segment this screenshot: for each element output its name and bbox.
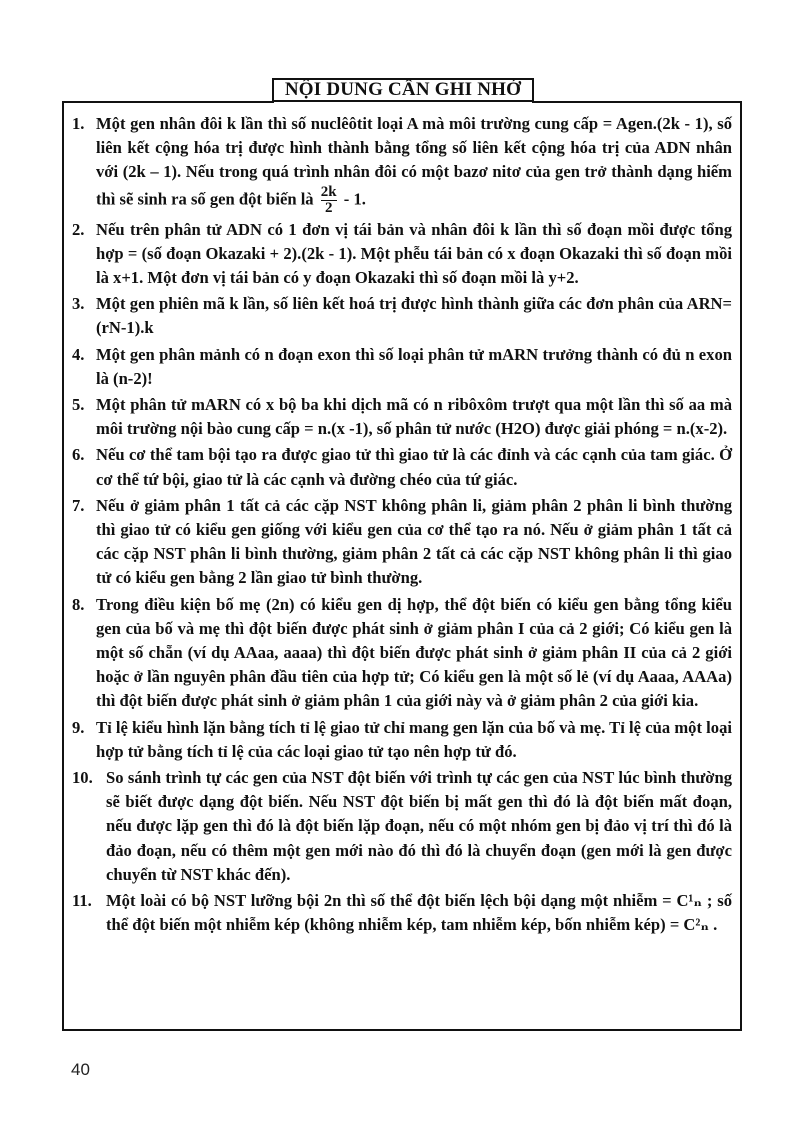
item-text: So sánh trình tự các gen của NST đột biến với trình tự các gen của NST lúc bình thường sẽ biết được dạng đột biến. Nếu NST đột biến bị mất gen thì đó là đột biến mất đoạn, nếu được lặp gen thì đó là đột biến lặp đoạn, nếu có một nhóm gen bị đảo vị trí thì đó là đảo đoạn, nếu có thêm một gen mới nào đó thì đó là chuyển đoạn (gen mới là gen được chuyển từ NST khác đến).: [106, 768, 732, 884]
item-text: Trong điều kiện bố mẹ (2n) có kiểu gen dị hợp, thể đột biến có kiểu gen bằng tổng kiểu gen của bố và mẹ thì đột biến được phát sinh ở giảm phân I của cả 2 giới; Có kiểu gen là một số chẵn (ví dụ AAaa, aaaa) thì đột biến được phát sinh ở giảm phân II của cả 2 giới hoặc ở lần nguyên phân đầu tiên của hợp tử; Có kiểu gen là một số lẻ (ví dụ Aaaa, AAAa) thì đột biến được phát sinh ở giảm phân 1 của giới này và ở giảm phân 2 của giới kia.: [96, 594, 732, 711]
item-number: 5.: [72, 395, 85, 415]
item-text: Một gen phân mảnh có n đoạn exon thì số loại phân tử mARN trưởng thành có đủ n exon là (n-2)!: [96, 344, 732, 388]
item-number: 6.: [72, 445, 85, 465]
notes-list: [72, 112, 732, 940]
item-text-tail: - 1.: [343, 188, 366, 208]
list-item: [72, 112, 732, 216]
item-text: Một gen phiên mã k lần, số liên kết hoá trị được hình thành giữa các đơn phân của ARN= (rN-1).k: [96, 294, 732, 338]
item-number: 9.: [72, 717, 85, 737]
fraction-denominator: 2: [324, 199, 333, 216]
item-text: Một phân tử mARN có x bộ ba khi dịch mã có n ribôxôm trượt qua một lần thì số aa mà môi trường nội bào cung cấp = n.(x -1), số phân tử nước (H2O) được giải phóng = n.(x-2).: [96, 395, 732, 439]
item-number: 10.: [72, 768, 93, 788]
page-number: 40: [71, 1060, 90, 1079]
item-text: Một loài có bộ NST lưỡng bội 2n thì số thể đột biến lệch bội dạng một nhiễm = C¹ₙ ; số thể đột biến một nhiễm kép (không nhiễm kép, tam nhiễm kép, bốn nhiễm kép) = C²ₙ .: [106, 891, 732, 935]
list-item: [72, 889, 732, 937]
item-number: 1.: [72, 114, 85, 133]
item-text: Tỉ lệ kiểu hình lặn bằng tích tỉ lệ giao tử chỉ mang gen lặn của bố và mẹ. Tỉ lệ của một loại hợp tử bằng tích tỉ lệ của các loại giao tử tạo nên hợp tử đó.: [96, 717, 732, 761]
item-number: 8.: [72, 594, 85, 614]
item-number: 3.: [72, 294, 85, 314]
item-text: [96, 112, 732, 216]
item-text-body: Một gen nhân đôi k lần thì số nuclêôtit loại A mà môi trường cung cấp = Agen.(2k - 1), số liên kết cộng hóa trị được hình thành bằng tổng số liên kết cộng hóa trị của ADN nhân với (2k – 1). Nếu trong quá trình nhân đôi có một bazơ nitơ của gen trở thành dạng hiếm thì sẽ sinh ra số gen đột biến là: [96, 114, 732, 208]
section-title: [272, 78, 534, 102]
item-number: 4.: [72, 344, 85, 364]
list-item: [72, 393, 732, 441]
list-item: [72, 443, 732, 491]
section-title-text: NỘI DUNG CẦN GHI NHỚ: [284, 79, 522, 100]
item-text: Nếu trên phân tử ADN có 1 đơn vị tái bản và nhân đôi k lần thì số đoạn mồi được tổng hợp = (số đoạn Okazaki + 2).(2k - 1). Một phễu tái bản có x đoạn Okazaki thì số đoạn mồi là x+1. Một đơn vị tái bản có y đoạn Okazaki thì số đoạn mồi là y+2.: [96, 219, 732, 288]
fraction: [321, 185, 337, 216]
list-item: [72, 218, 732, 291]
list-item: [72, 766, 732, 887]
item-number: 2.: [72, 219, 85, 239]
item-text: Nếu ở giảm phân 1 tất cả các cặp NST không phân li, giảm phân 2 phân li bình thường thì giao tử có kiểu gen giống với kiểu gen của cơ thể tạo ra nó. Nếu ở giảm phân 1 tất cả các cặp NST phân li bình thường, giảm phân 2 tất cả các cặp NST không phân li thì giao tử có kiểu gen bằng 2 lần giao tử bình thường.: [96, 495, 732, 588]
item-text: Nếu cơ thể tam bội tạo ra được giao tử thì giao tử là các đỉnh và các cạnh của tam giác. Ở cơ thể tứ bội, giao tử là các cạnh và đường chéo của tứ giác.: [96, 445, 732, 489]
list-item: [72, 716, 732, 764]
item-number: 11.: [72, 891, 92, 911]
list-item: [72, 494, 732, 591]
item-number: 7.: [72, 495, 85, 515]
list-item: [72, 593, 732, 714]
list-item: [72, 292, 732, 340]
list-item: [72, 343, 732, 391]
fraction-numerator: 2k: [320, 183, 337, 200]
